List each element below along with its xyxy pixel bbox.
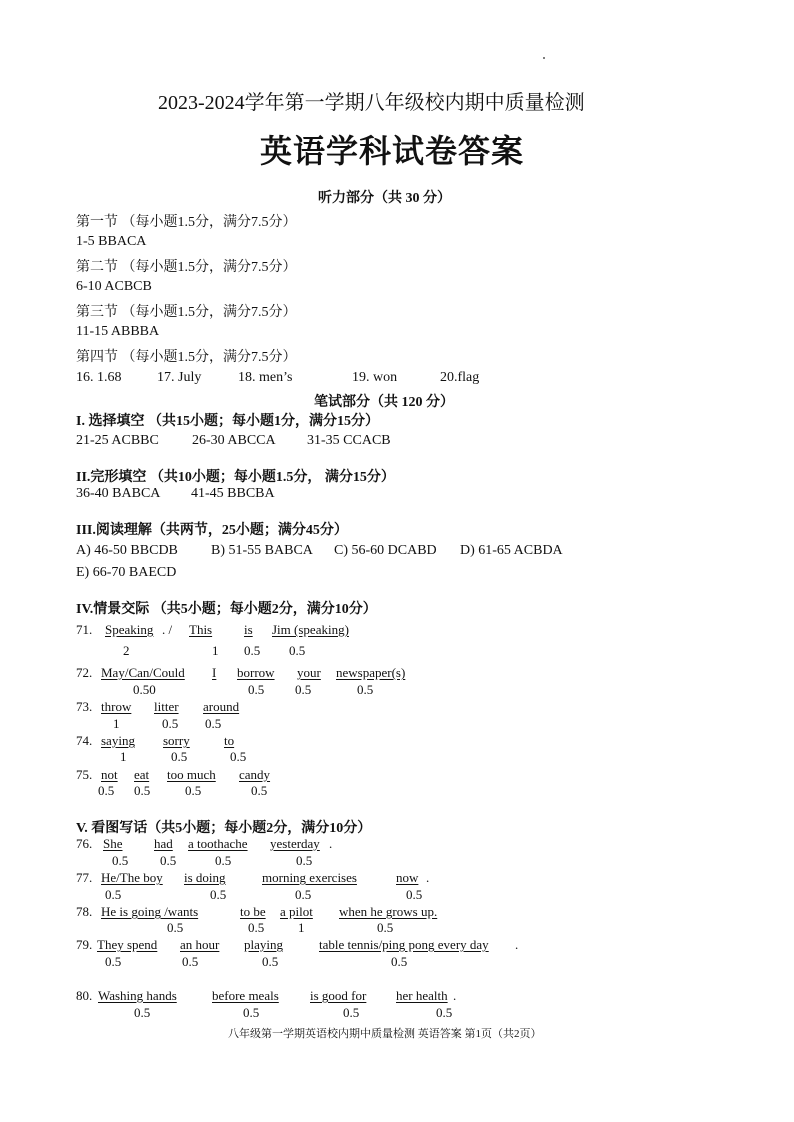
part-2-title: II.完形填空 （共10小题；每小题1.5分， 满分15分） bbox=[76, 470, 395, 485]
part-3-answers-b: B) 51-55 BABCA bbox=[211, 543, 313, 558]
q80-blank-4: her health bbox=[396, 988, 448, 1003]
q72-blank-2: I bbox=[212, 665, 217, 680]
q73-blank-3: around bbox=[203, 699, 240, 714]
q76-blank-3: a toothache bbox=[188, 836, 248, 851]
part-3-title: III.阅读理解（共两节，25小题；满分45分） bbox=[76, 523, 348, 538]
q76-score-2: 0.5 bbox=[160, 853, 177, 868]
part-3-answers-e: E) 66-70 BAECD bbox=[76, 565, 177, 580]
q80-period: . bbox=[453, 988, 457, 1003]
section-2-label: 第二节 （每小题1.5分，满分7.5分） bbox=[76, 260, 297, 275]
q78-score-4: 0.5 bbox=[377, 920, 394, 935]
q76-number: 76. bbox=[76, 836, 93, 851]
q79-score-3: 0.5 bbox=[262, 954, 279, 969]
q78-blank-3: a pilot bbox=[280, 904, 313, 919]
section-4-label: 第四节 （每小题1.5分，满分7.5分） bbox=[76, 350, 297, 365]
q77-blank-4: now bbox=[396, 870, 419, 885]
q73-score-3: 0.5 bbox=[205, 716, 222, 731]
q72-score-1: 0.50 bbox=[133, 682, 156, 697]
q74-blank-1: saying bbox=[101, 733, 135, 748]
q71-number: 71. bbox=[76, 622, 93, 637]
q76-score-1: 0.5 bbox=[112, 853, 129, 868]
q74-score-2: 0.5 bbox=[171, 749, 188, 764]
q79-blank-1: They spend bbox=[97, 937, 158, 952]
written-heading: 笔试部分（共 120 分） bbox=[314, 395, 454, 410]
answer-17: 17. July bbox=[157, 370, 202, 385]
q78-score-1: 0.5 bbox=[167, 920, 184, 935]
q74-number: 74. bbox=[76, 733, 93, 748]
q75-score-2: 0.5 bbox=[134, 783, 151, 798]
listening-heading: 听力部分（共 30 分） bbox=[318, 191, 451, 206]
part-4-title: IV.情景交际 （共5小题；每小题2分，满分10分） bbox=[76, 602, 377, 617]
exam-subtitle: 2023-2024学年第一学期八年级校内期中质量检测 bbox=[158, 92, 585, 114]
q78-blank-4: when he grows up. bbox=[339, 904, 438, 919]
part-5-title: V. 看图写话（共5小题；每小题2分，满分10分） bbox=[76, 821, 372, 836]
q76-blank-1: She bbox=[103, 836, 123, 851]
page-footer: 八年级第一学期英语校内期中质量检测 英语答案 第1页（共2页） bbox=[228, 1028, 542, 1040]
q76-score-3: 0.5 bbox=[215, 853, 232, 868]
q71-separator: . / bbox=[162, 622, 173, 637]
q78-score-2: 0.5 bbox=[248, 920, 265, 935]
q71-score-4: 0.5 bbox=[289, 643, 306, 658]
q79-score-1: 0.5 bbox=[105, 954, 122, 969]
q73-blank-2: litter bbox=[154, 699, 179, 714]
part-3-answers-d: D) 61-65 ACBDA bbox=[460, 543, 563, 558]
q79-blank-4: table tennis/ping pong every day bbox=[319, 937, 489, 952]
q73-blank-1: throw bbox=[101, 699, 132, 714]
q71-score-2: 1 bbox=[212, 643, 219, 658]
page-title: 英语学科试卷答案 bbox=[260, 133, 525, 169]
q77-score-1: 0.5 bbox=[105, 887, 122, 902]
q72-score-2: 0.5 bbox=[248, 682, 265, 697]
q72-blank-1: May/Can/Could bbox=[101, 665, 185, 680]
part-2-answers-a: 36-40 BABCA bbox=[76, 486, 161, 501]
q77-score-4: 0.5 bbox=[406, 887, 423, 902]
q78-blank-2: to be bbox=[240, 904, 266, 919]
q79-number: 79. bbox=[76, 937, 93, 952]
q79-score-2: 0.5 bbox=[182, 954, 199, 969]
q72-blank-5: newspaper(s) bbox=[336, 665, 406, 680]
q77-blank-1: He/The boy bbox=[101, 870, 163, 885]
q77-score-3: 0.5 bbox=[295, 887, 312, 902]
q72-blank-3: borrow bbox=[237, 665, 275, 680]
q80-score-2: 0.5 bbox=[243, 1005, 260, 1020]
q79-blank-3: playing bbox=[244, 937, 283, 952]
q75-blank-1: not bbox=[101, 767, 118, 782]
part-1-answers-b: 26-30 ABCCA bbox=[192, 433, 276, 448]
part-2-answers-b: 41-45 BBCBA bbox=[191, 486, 275, 501]
section-2-answers: 6-10 ACBCB bbox=[76, 279, 152, 294]
section-3-answers: 11-15 ABBBA bbox=[76, 324, 160, 339]
q80-blank-3: is good for bbox=[310, 988, 367, 1003]
q72-score-4: 0.5 bbox=[357, 682, 374, 697]
q71-blank-2: This bbox=[189, 622, 213, 637]
q75-score-3: 0.5 bbox=[185, 783, 202, 798]
q77-period: . bbox=[426, 870, 430, 885]
q71-blank-1: Speaking bbox=[105, 622, 154, 637]
part-1-title: I. 选择填空 （共15小题；每小题1分，满分15分） bbox=[76, 414, 379, 429]
q77-blank-2: is doing bbox=[184, 870, 226, 885]
q78-score-3: 1 bbox=[298, 920, 305, 935]
q78-blank-1: He is going /wants bbox=[101, 904, 199, 919]
q72-score-3: 0.5 bbox=[295, 682, 312, 697]
q80-number: 80. bbox=[76, 988, 93, 1003]
scan-dot bbox=[543, 57, 545, 59]
q74-score-1: 1 bbox=[120, 749, 127, 764]
part-1-answers-c: 31-35 CCACB bbox=[307, 433, 391, 448]
q76-period: . bbox=[329, 836, 333, 851]
answer-18: 18. men’s bbox=[238, 370, 293, 385]
q72-blank-4: your bbox=[297, 665, 321, 680]
q80-score-4: 0.5 bbox=[436, 1005, 453, 1020]
q80-blank-1: Washing hands bbox=[98, 988, 177, 1003]
answer-20: 20.flag bbox=[440, 370, 480, 385]
q71-score-1: 2 bbox=[123, 643, 130, 658]
q73-number: 73. bbox=[76, 699, 93, 714]
answer-19: 19. won bbox=[352, 370, 398, 385]
q75-blank-3: too much bbox=[167, 767, 216, 782]
q71-blank-4: Jim (speaking) bbox=[272, 622, 349, 637]
section-1-answers: 1-5 BBACA bbox=[76, 234, 147, 249]
part-3-answers-c: C) 56-60 DCABD bbox=[334, 543, 437, 558]
q74-score-3: 0.5 bbox=[230, 749, 247, 764]
q77-number: 77. bbox=[76, 870, 93, 885]
q78-number: 78. bbox=[76, 904, 93, 919]
q74-blank-2: sorry bbox=[163, 733, 190, 748]
part-3-answers-a: A) 46-50 BBCDB bbox=[76, 543, 178, 558]
q73-score-2: 0.5 bbox=[162, 716, 179, 731]
q76-score-4: 0.5 bbox=[296, 853, 313, 868]
q79-score-4: 0.5 bbox=[391, 954, 408, 969]
q71-blank-3: is bbox=[244, 622, 253, 637]
q80-blank-2: before meals bbox=[212, 988, 279, 1003]
q73-score-1: 1 bbox=[113, 716, 120, 731]
q80-score-3: 0.5 bbox=[343, 1005, 360, 1020]
q75-score-1: 0.5 bbox=[98, 783, 115, 798]
q79-blank-2: an hour bbox=[180, 937, 220, 952]
q74-blank-3: to bbox=[224, 733, 235, 748]
q80-score-1: 0.5 bbox=[134, 1005, 151, 1020]
part-1-answers-a: 21-25 ACBBC bbox=[76, 433, 159, 448]
q75-number: 75. bbox=[76, 767, 93, 782]
q75-blank-2: eat bbox=[134, 767, 150, 782]
section-1-label: 第一节 （每小题1.5分，满分7.5分） bbox=[76, 215, 297, 230]
section-3-label: 第三节 （每小题1.5分，满分7.5分） bbox=[76, 305, 297, 320]
q76-blank-4: yesterday bbox=[270, 836, 320, 851]
q77-blank-3: morning exercises bbox=[262, 870, 357, 885]
q72-number: 72. bbox=[76, 665, 93, 680]
answer-16: 16. 1.68 bbox=[76, 370, 122, 385]
q79-period: . bbox=[515, 937, 519, 952]
q77-score-2: 0.5 bbox=[210, 887, 227, 902]
q71-score-3: 0.5 bbox=[244, 643, 261, 658]
q76-blank-2: had bbox=[154, 836, 173, 851]
q75-score-4: 0.5 bbox=[251, 783, 268, 798]
q75-blank-4: candy bbox=[239, 767, 271, 782]
